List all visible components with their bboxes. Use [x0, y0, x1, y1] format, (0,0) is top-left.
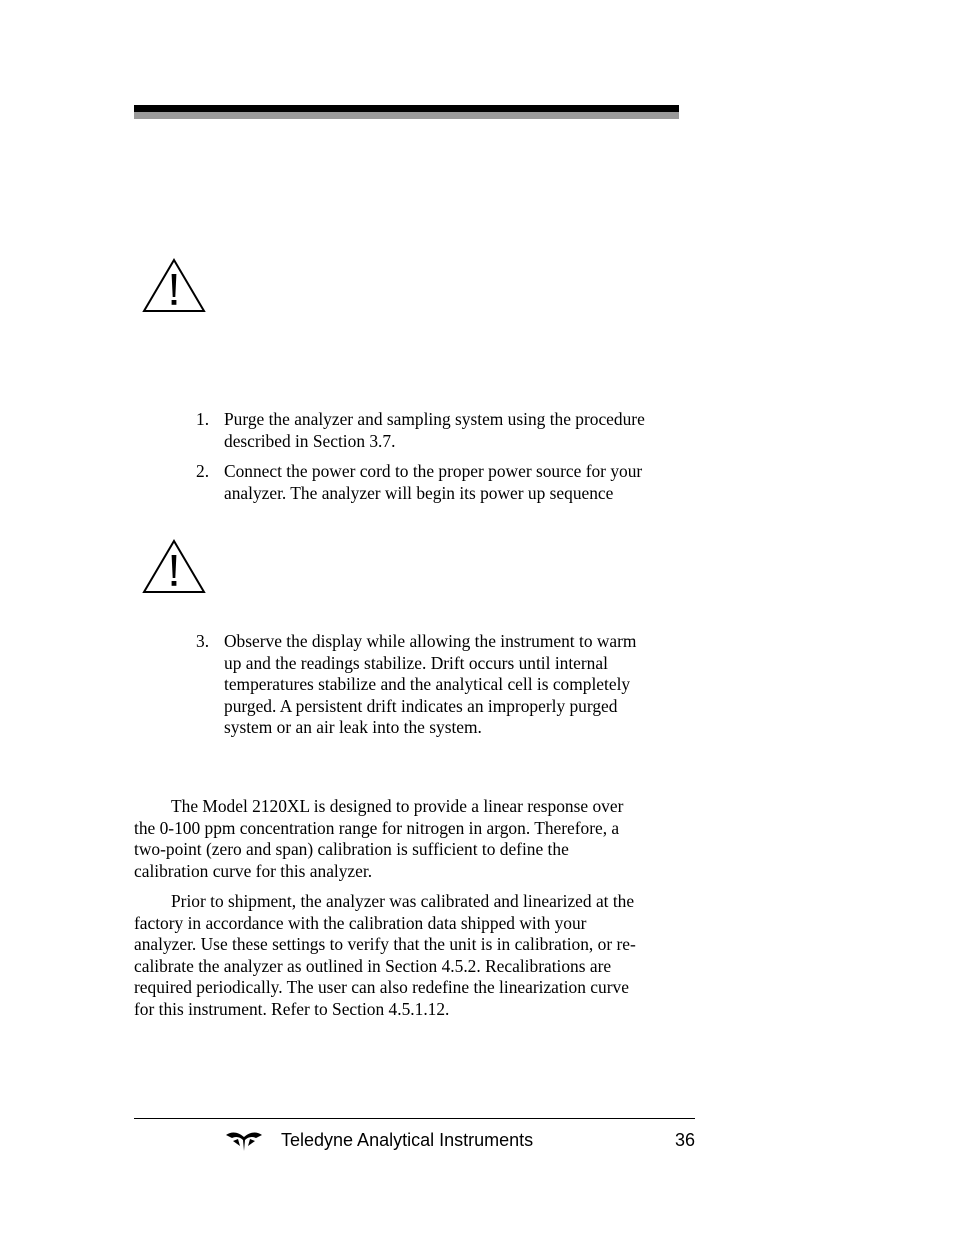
text-line: the 0-100 ppm concentration range for nitrogen in argon. Therefore, a — [134, 817, 620, 838]
text-line: required periodically. The user can also redefine the linearization curve — [134, 977, 629, 998]
step-text — [224, 631, 686, 739]
text-line: temperatures stabilize and the analytical cell is completely — [224, 674, 631, 695]
text-line: for this instrument. Refer to Section 4.5.1.12. — [134, 998, 450, 1019]
text-line: The Model 2120XL is designed to provide a linear response over — [171, 796, 624, 816]
step-number: 2. — [196, 461, 210, 481]
text-line: system or an air leak into the system. — [224, 717, 482, 738]
text-line: Connect the power cord to the proper power source for your — [224, 461, 643, 481]
teledyne-logo-icon — [224, 1129, 264, 1153]
text-line: analyzer. The analyzer will begin its power up sequence — [224, 482, 614, 503]
text-line: calibration curve for this analyzer. — [134, 860, 373, 881]
warning-triangle-icon — [141, 257, 207, 313]
text-line: analyzer. Use these settings to verify that the unit is in calibration, or re- — [134, 934, 636, 955]
text-line: up and the readings stabilize. Drift occurs until internal — [224, 652, 608, 673]
step-text — [224, 409, 686, 452]
footer-company-name: Teledyne Analytical Instruments — [281, 1130, 534, 1150]
step-text — [224, 461, 686, 504]
text-line: Observe the display while allowing the instrument to warm — [224, 631, 637, 651]
body-paragraph — [134, 891, 682, 1021]
text-line: calibrate the analyzer as outlined in Section 4.5.2. Recalibrations are — [134, 955, 612, 976]
header-rule — [134, 105, 679, 112]
body-paragraph — [134, 796, 682, 882]
step-number: 1. — [196, 409, 210, 429]
text-line: factory in accordance with the calibration data shipped with your — [134, 912, 587, 933]
text-line: Prior to shipment, the analyzer was calibrated and linearized at the — [171, 891, 635, 911]
warning-triangle-icon — [141, 538, 207, 594]
footer-rule — [134, 1118, 695, 1119]
header-rule-shadow — [134, 112, 679, 119]
step-number: 3. — [196, 631, 210, 651]
text-line: purged. A persistent drift indicates an improperly purged — [224, 695, 618, 716]
page-number: 36 — [674, 1130, 695, 1150]
text-line: described in Section 3.7. — [224, 430, 396, 451]
text-line: Purge the analyzer and sampling system using the procedure — [224, 409, 645, 429]
text-line: two-point (zero and span) calibration is sufficient to define the — [134, 839, 569, 860]
